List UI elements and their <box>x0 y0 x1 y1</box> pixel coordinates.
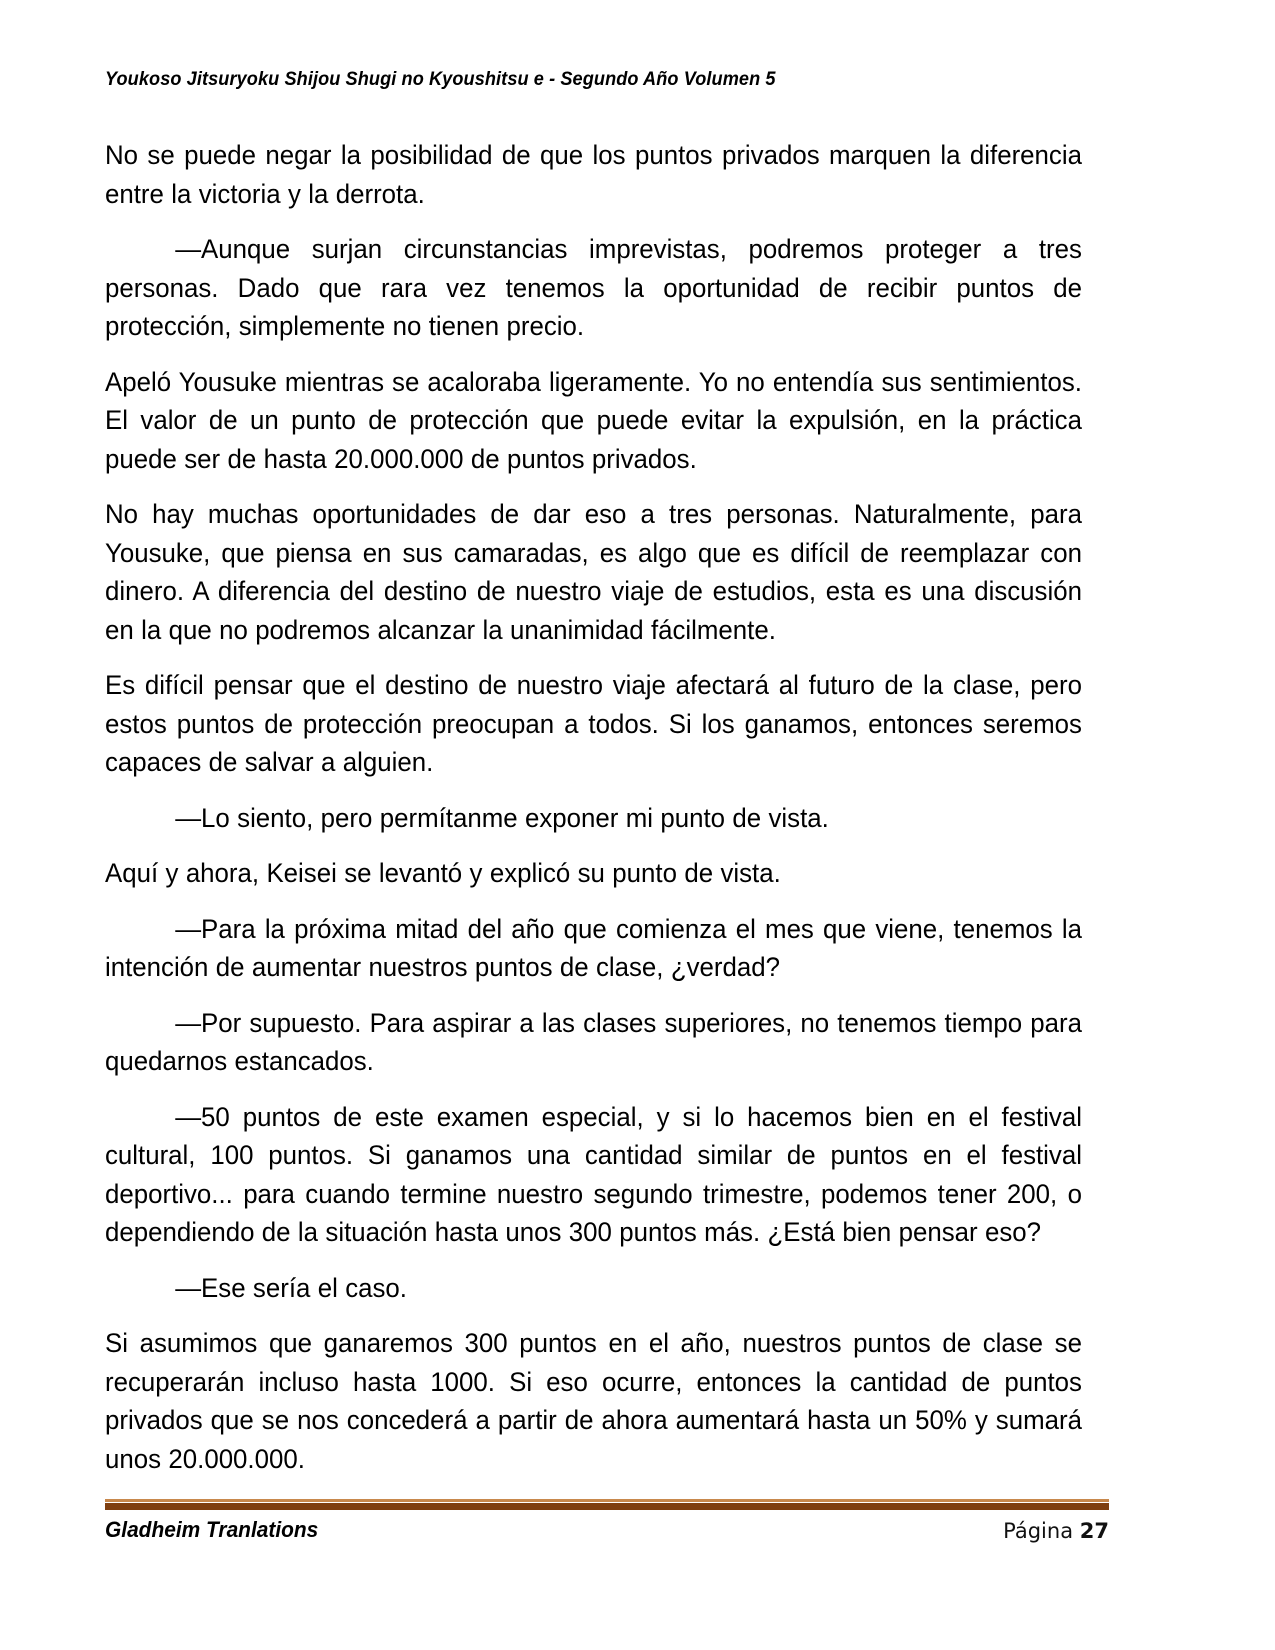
footer-divider <box>105 1499 1109 1510</box>
body-paragraph: —Para la próxima mitad del año que comienza el mes que viene, tenemos la intención de aumentar nuestros puntos de clase, ¿verdad? <box>105 913 1082 982</box>
body-paragraph: Apeló Yousuke mientras se acaloraba ligeramente. Yo no entendía sus sentimientos. El valor de un punto de protección que puede evitar la expulsión, en la práctica puede ser de hasta 20.000.000 de puntos privados. <box>105 366 1082 474</box>
footer-page-number <box>1003 1519 1109 1543</box>
body-paragraph: —Ese sería el caso. <box>175 1272 407 1303</box>
body-paragraph: No se puede negar la posibilidad de que los puntos privados marquen la diferencia entre la victoria y la derrota. <box>105 140 1082 209</box>
body-paragraph: No hay muchas oportunidades de dar eso a tres personas. Naturalmente, para Yousuke, que piensa en sus camaradas, es algo que es difícil de reemplazar con dinero. A diferencia del destino de nuestro viaje de estudios, esta es una discusión en la que no podremos alcanzar la unanimidad fácilmente. <box>105 499 1082 645</box>
body-paragraph: —50 puntos de este examen especial, y si lo hacemos bien en el festival cultural, 100 puntos. Si ganamos una cantidad similar de puntos en el festival deportivo... para cuando termine nuestro segundo trimestre, podemos tener 200, o dependiendo de la situación hasta unos 300 puntos más. ¿Está bien pensar eso? <box>105 1101 1082 1247</box>
page-header <box>105 68 1110 98</box>
body-paragraph: Aquí y ahora, Keisei se levantó y explicó su punto de vista. <box>105 858 781 888</box>
document-body <box>105 136 1107 1478</box>
body-paragraph: —Por supuesto. Para aspirar a las clases superiores, no tenemos tiempo para quedarnos estancados. <box>105 1007 1082 1076</box>
footer-divider-main-bar <box>105 1503 1109 1510</box>
body-paragraph: Es difícil pensar que el destino de nuestro viaje afectará al futuro de la clase, pero estos puntos de protección preocupan a todos. Si los ganamos, entonces seremos capaces de salvar a alguien. <box>105 670 1082 777</box>
body-paragraph: —Lo siento, pero permítanme exponer mi punto de vista. <box>175 802 829 833</box>
page-footer <box>105 1517 1109 1557</box>
header-title: Youkoso Jitsuryoku Shijou Shugi no Kyoushitsu e - Segundo Año Volumen 5 <box>105 68 776 90</box>
body-paragraph: Si asumimos que ganaremos 300 puntos en el año, nuestros puntos de clase se recuperarán incluso hasta 1000. Si eso ocurre, entonces la cantidad de puntos privados que se nos concederá a partir de ahora aumentará hasta un 50% y sumará unos 20.000.000. <box>105 1328 1082 1474</box>
footer-brand: Gladheim Tranlations <box>105 1517 319 1542</box>
footer-page-label: Página <box>1003 1519 1074 1543</box>
body-paragraph: —Aunque surjan circunstancias imprevistas, podremos proteger a tres personas. Dado que rara vez tenemos la oportunidad de recibir puntos de protección, simplemente no tienen precio. <box>105 234 1082 341</box>
footer-page-value: 27 <box>1079 1519 1109 1543</box>
